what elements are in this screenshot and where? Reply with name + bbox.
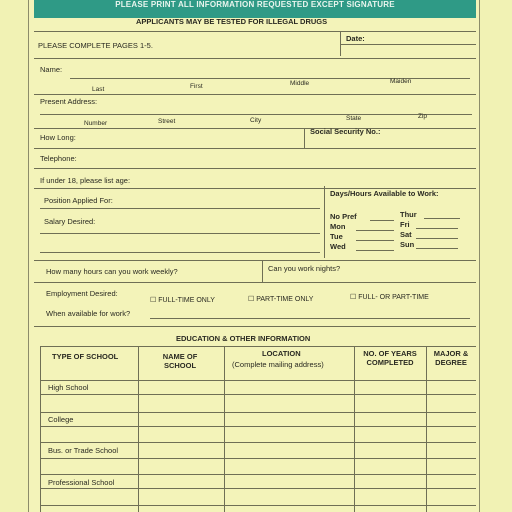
row-trade-school: Bus. or Trade School (48, 446, 119, 455)
how-long-label: How Long: (40, 133, 76, 142)
available-label: When available for work? (46, 309, 131, 318)
option-full-or-part[interactable]: ☐ FULL- OR PART-TIME (350, 294, 429, 301)
address-state-label: State (346, 115, 362, 122)
col-years-completed: NO. OF YEARS COMPLETED (363, 349, 417, 367)
address-street-label: Street (158, 118, 176, 125)
col-location: LOCATION (262, 349, 301, 358)
hours-weekly-label: How many hours can you work weekly? (46, 267, 178, 276)
row-high-school: High School (48, 383, 89, 392)
position-label: Position Applied For: (44, 196, 113, 205)
option-full-time[interactable]: ☐ FULL-TIME ONLY (150, 297, 215, 304)
salary-field[interactable] (40, 233, 320, 234)
day-no-pref: No Pref (330, 212, 357, 221)
col-location-note: (Complete mailing address) (232, 360, 324, 369)
days-hours-title: Days/Hours Available to Work: (330, 189, 439, 198)
name-maiden-label: Maiden (390, 78, 412, 85)
day-sun: Sun (400, 240, 415, 249)
complete-pages-note: PLEASE COMPLETE PAGES 1-5. (38, 41, 153, 50)
salary-label: Salary Desired: (44, 217, 96, 226)
col-type-of-school: TYPE OF SCHOOL (52, 352, 119, 361)
address-zip-label: Zip (418, 113, 428, 120)
name-middle-label: Middle (290, 80, 310, 87)
ssn-label: Social Security No.: (310, 127, 381, 136)
application-sheet (28, 0, 480, 512)
day-fri: Fri (400, 220, 410, 229)
col-major-degree: MAJOR & DEGREE (433, 349, 469, 367)
nights-label: Can you work nights? (268, 264, 341, 273)
date-label: Date: (346, 34, 365, 43)
option-full-or-part-label: FULL- OR PART-TIME (358, 294, 429, 301)
name-label: Name: (40, 65, 63, 74)
row-professional-school: Professional School (48, 478, 115, 487)
address-number-label: Number (84, 120, 108, 127)
education-title: EDUCATION & OTHER INFORMATION (176, 334, 311, 343)
print-instruction-banner: PLEASE PRINT ALL INFORMATION REQUESTED EXCEPT SIGNATURE (34, 0, 476, 18)
address-city-label: City (250, 117, 262, 124)
employment-desired-label: Employment Desired: (46, 289, 118, 298)
address-label: Present Address: (40, 97, 98, 106)
position-field[interactable] (40, 208, 320, 209)
option-full-time-label: FULL-TIME ONLY (158, 297, 215, 304)
drug-test-notice: APPLICANTS MAY BE TESTED FOR ILLEGAL DRUGS (136, 17, 328, 26)
available-field[interactable] (150, 318, 470, 319)
address-field[interactable] (40, 114, 472, 115)
day-sat: Sat (400, 230, 412, 239)
under18-label: If under 18, please list age: (40, 176, 131, 185)
day-tue: Tue (330, 232, 343, 241)
day-wed: Wed (330, 242, 346, 251)
col-name-of-school: NAME OF SCHOOL (162, 352, 198, 370)
day-thur: Thur (400, 210, 417, 219)
day-mon: Mon (330, 222, 346, 231)
option-part-time[interactable]: ☐ PART-TIME ONLY (248, 296, 314, 303)
option-part-time-label: PART-TIME ONLY (256, 296, 314, 303)
telephone-label: Telephone: (40, 154, 77, 163)
name-first-label: First (190, 83, 203, 90)
row-college: College (48, 415, 74, 424)
name-last-label: Last (92, 86, 105, 93)
